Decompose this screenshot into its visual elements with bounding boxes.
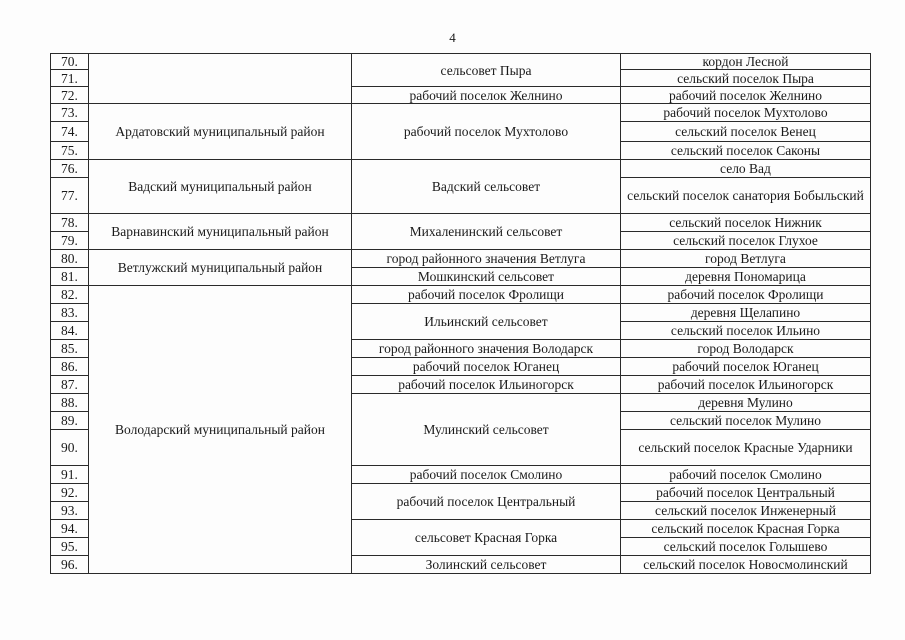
row-number: 78. <box>51 214 89 232</box>
settlement-cell: кордон Лесной <box>621 54 871 70</box>
row-number: 93. <box>51 502 89 520</box>
settlement-cell: деревня Пономарица <box>621 268 871 286</box>
settlement-cell: город Ветлуга <box>621 250 871 268</box>
table-row <box>51 160 871 178</box>
row-number: 75. <box>51 142 89 160</box>
row-number: 76. <box>51 160 89 178</box>
council-cell: рабочий поселок Юганец <box>352 358 621 376</box>
district-cell: Ардатовский муниципальный район <box>89 104 352 160</box>
district-cell: Варнавинский муниципальный район <box>89 214 352 250</box>
settlement-cell: рабочий поселок Смолино <box>621 466 871 484</box>
settlement-cell: сельский поселок Саконы <box>621 142 871 160</box>
council-cell: рабочий поселок Желнино <box>352 87 621 104</box>
settlement-cell: сельский поселок санатория Бобыльский <box>621 178 871 214</box>
settlement-cell: сельский поселок Глухое <box>621 232 871 250</box>
row-number: 86. <box>51 358 89 376</box>
row-number: 91. <box>51 466 89 484</box>
settlement-cell: сельский поселок Новосмолинский <box>621 556 871 574</box>
row-number: 74. <box>51 122 89 142</box>
row-number: 85. <box>51 340 89 358</box>
settlement-cell: сельский поселок Инженерный <box>621 502 871 520</box>
settlement-cell: рабочий поселок Мухтолово <box>621 104 871 122</box>
table-row <box>51 250 871 268</box>
settlement-cell: рабочий поселок Фролищи <box>621 286 871 304</box>
council-cell: сельсовет Пыра <box>352 54 621 87</box>
settlement-cell: рабочий поселок Юганец <box>621 358 871 376</box>
settlement-cell: деревня Мулино <box>621 394 871 412</box>
council-cell: Ильинский сельсовет <box>352 304 621 340</box>
council-cell: рабочий поселок Фролищи <box>352 286 621 304</box>
row-number: 84. <box>51 322 89 340</box>
settlements-table <box>50 53 871 574</box>
settlement-cell: сельский поселок Красная Горка <box>621 520 871 538</box>
row-number: 79. <box>51 232 89 250</box>
row-number: 89. <box>51 412 89 430</box>
row-number: 88. <box>51 394 89 412</box>
council-cell: город районного значения Ветлуга <box>352 250 621 268</box>
row-number: 81. <box>51 268 89 286</box>
settlement-cell: село Вад <box>621 160 871 178</box>
row-number: 72. <box>51 87 89 104</box>
district-cell: Володарский муниципальный район <box>89 286 352 574</box>
table-row <box>51 104 871 122</box>
table-row <box>51 286 871 304</box>
table-row <box>51 54 871 70</box>
council-cell: Мошкинский сельсовет <box>352 268 621 286</box>
row-number: 71. <box>51 70 89 87</box>
council-cell: сельсовет Красная Горка <box>352 520 621 556</box>
settlement-cell: рабочий поселок Ильиногорск <box>621 376 871 394</box>
district-cell <box>89 54 352 104</box>
council-cell: рабочий поселок Мухтолово <box>352 104 621 160</box>
council-cell: город районного значения Володарск <box>352 340 621 358</box>
council-cell: Золинский сельсовет <box>352 556 621 574</box>
settlement-cell: сельский поселок Пыра <box>621 70 871 87</box>
row-number: 96. <box>51 556 89 574</box>
row-number: 94. <box>51 520 89 538</box>
row-number: 70. <box>51 54 89 70</box>
table-row <box>51 214 871 232</box>
settlement-cell: сельский поселок Красные Ударники <box>621 430 871 466</box>
district-cell: Ветлужский муниципальный район <box>89 250 352 286</box>
council-cell: рабочий поселок Ильиногорск <box>352 376 621 394</box>
council-cell: рабочий поселок Смолино <box>352 466 621 484</box>
settlement-cell: рабочий поселок Центральный <box>621 484 871 502</box>
row-number: 90. <box>51 430 89 466</box>
settlement-cell: рабочий поселок Желнино <box>621 87 871 104</box>
row-number: 80. <box>51 250 89 268</box>
settlement-cell: город Володарск <box>621 340 871 358</box>
council-cell: Мулинский сельсовет <box>352 394 621 466</box>
settlement-cell: сельский поселок Венец <box>621 122 871 142</box>
row-number: 73. <box>51 104 89 122</box>
settlement-cell: сельский поселок Мулино <box>621 412 871 430</box>
row-number: 77. <box>51 178 89 214</box>
page-number: 4 <box>449 30 456 45</box>
council-cell: рабочий поселок Центральный <box>352 484 621 520</box>
row-number: 87. <box>51 376 89 394</box>
row-number: 82. <box>51 286 89 304</box>
row-number: 95. <box>51 538 89 556</box>
council-cell: Вадский сельсовет <box>352 160 621 214</box>
settlement-cell: деревня Щелапино <box>621 304 871 322</box>
district-cell: Вадский муниципальный район <box>89 160 352 214</box>
settlement-cell: сельский поселок Ильино <box>621 322 871 340</box>
row-number: 92. <box>51 484 89 502</box>
settlement-cell: сельский поселок Нижник <box>621 214 871 232</box>
council-cell: Михаленинский сельсовет <box>352 214 621 250</box>
row-number: 83. <box>51 304 89 322</box>
settlement-cell: сельский поселок Голышево <box>621 538 871 556</box>
